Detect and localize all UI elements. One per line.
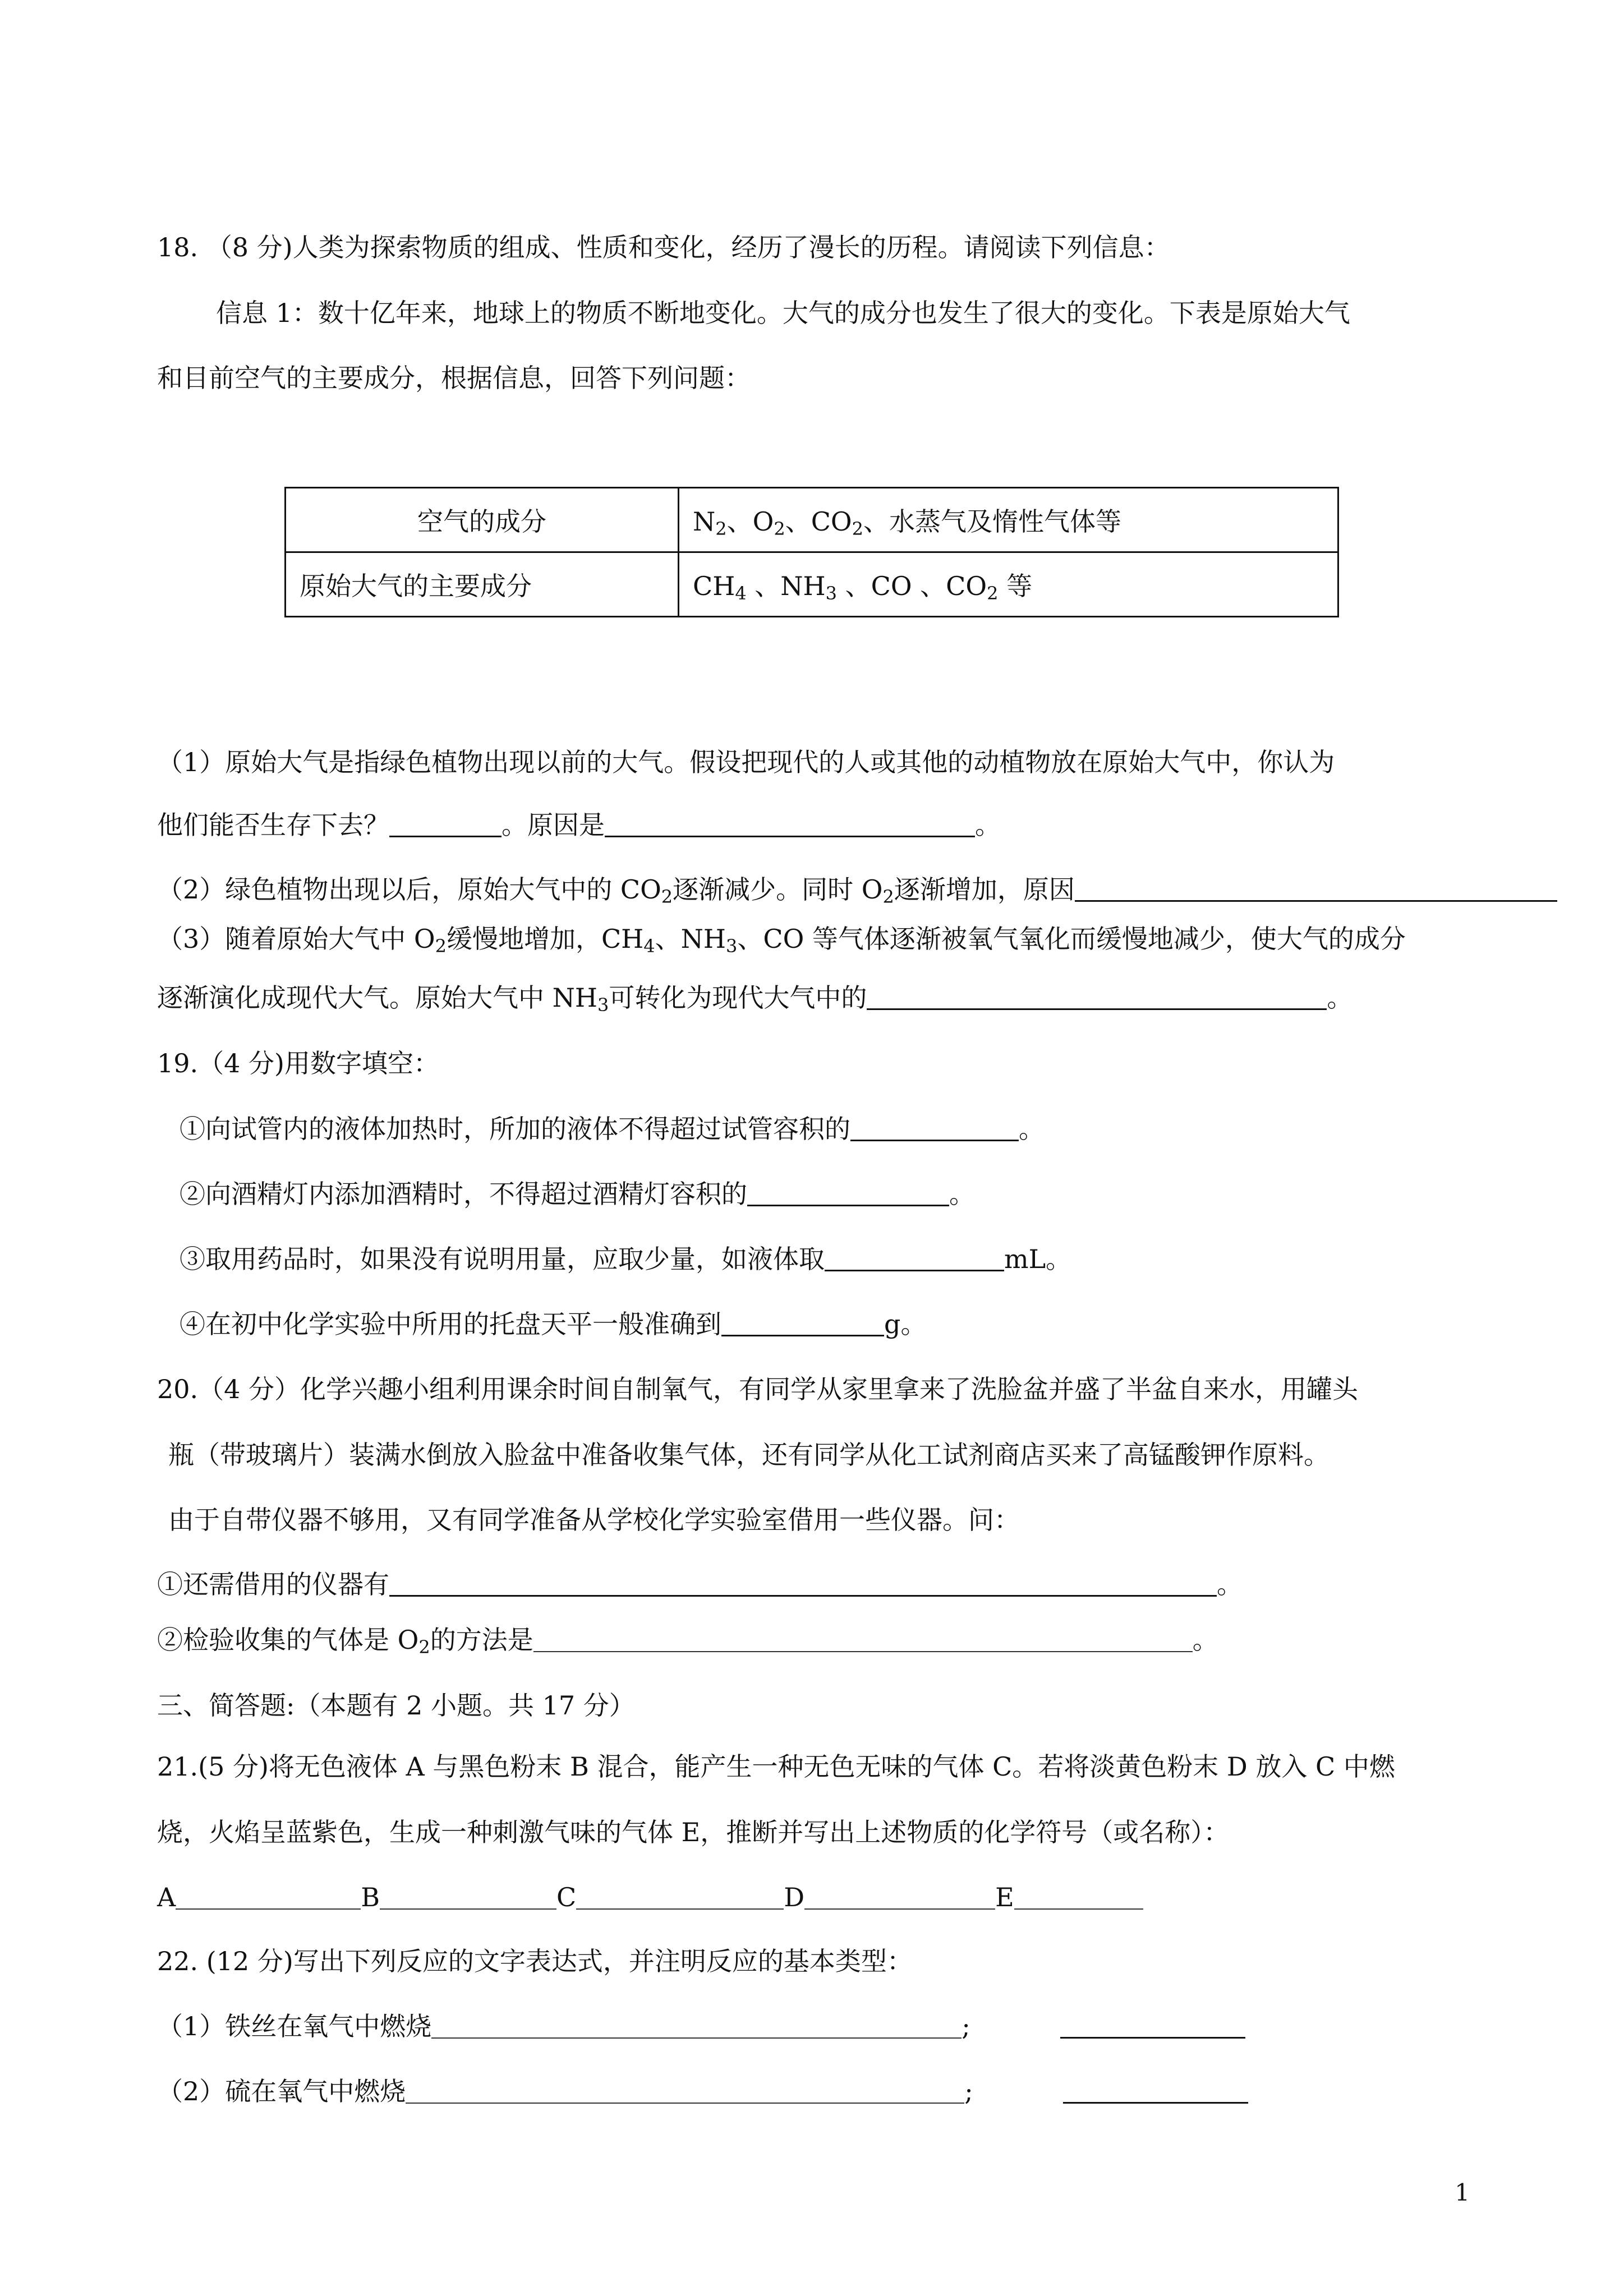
text-span: ④在初中化学实验中所用的托盘天平一般准确到: [180, 1309, 721, 1339]
text-span: （1）铁丝在氧气中燃烧: [157, 2011, 432, 2041]
answer-blank-e[interactable]: [1014, 1882, 1143, 1910]
table-cell-primitive-label: 原始大气的主要成分: [286, 552, 679, 617]
text-span: 的方法是: [430, 1625, 533, 1655]
q19-title: 19.（4 分)用数字填空：: [157, 1048, 439, 1078]
answer-blank[interactable]: [850, 1113, 1019, 1141]
q19-item1: [180, 1112, 1045, 1146]
text-span: ;: [964, 2076, 973, 2106]
q18-p3-line1: （3）随着原始大气中 $O_2$缓慢地增加，$CH_4$、$NH_3$、CO 等气体逐渐被氧气氧化而缓慢地减少，使大气的成分: [157, 924, 1406, 957]
text-span: ②向酒精灯内添加酒精时，不得超过酒精灯容积的: [180, 1179, 747, 1209]
q18-p2: （2）绿色植物出现以后，原始大气中的 $CO_2$逐渐减少。同时 $O_2$逐渐增加，原因: [157, 872, 1557, 907]
text-span: A: [157, 1882, 176, 1912]
q18-p3-line2: 逐渐演化成现代大气。原始大气中 $NH_3$可转化为现代大气中的 。: [157, 983, 1353, 1016]
answer-blank-equation2[interactable]: [406, 2076, 964, 2104]
answer-blank-d[interactable]: [804, 1882, 995, 1910]
q20-line1: 20.（4 分）化学兴趣小组利用课余时间自制氧气，有同学从家里拿来了洗脸盆并盛了半盆自来水，用罐头: [157, 1374, 1359, 1404]
answer-blank-o2-test[interactable]: [533, 1624, 1193, 1652]
table-row: [286, 552, 1338, 617]
table-cell-air-value: $N_2$、$O_2$、$CO_2$、水蒸气及惰性气体等: [679, 488, 1338, 552]
q20-line3: 由于自带仪器不够用，又有同学准备从学校化学实验室借用一些仪器。问：: [168, 1505, 1020, 1535]
q20-line2: 瓶（带玻璃片）装满水倒放入脸盆中准备收集气体，还有同学从化工试剂商店买来了高锰酸钾作原料。: [168, 1440, 1329, 1470]
q18-p1-line2: [157, 808, 1001, 842]
answer-blank[interactable]: [825, 1243, 1004, 1271]
text-span: （2）硫在氧气中燃烧: [157, 2076, 406, 2106]
answer-blank-instruments[interactable]: [389, 1568, 1217, 1597]
answer-blank-equation1[interactable]: [431, 2011, 961, 2039]
q20-answer2: ②检验收集的气体是 $O_2$的方法是 。: [157, 1625, 1218, 1658]
text-span: mL。: [1004, 1244, 1072, 1274]
answer-blank-survive[interactable]: [389, 809, 502, 837]
answer-blank-type2[interactable]: [1063, 2075, 1248, 2104]
text-span: 逐渐演化成现代大气。原始大气中 NH: [157, 983, 597, 1013]
answer-blank-nh3[interactable]: [867, 981, 1327, 1010]
text-span: B: [361, 1882, 380, 1912]
q21-line2: 烧，火焰呈蓝紫色，生成一种刺激气味的气体 E，推断并写出上述物质的化学符号（或名称）：: [157, 1817, 1230, 1847]
page-number: 1: [1455, 2179, 1470, 2206]
answer-blank[interactable]: [747, 1178, 949, 1206]
q18-p1-line1: （1）原始大气是指绿色植物出现以前的大气。假设把现代的人或其他的动植物放在原始大气中，你认为: [157, 747, 1335, 777]
answer-blank-a[interactable]: [176, 1882, 361, 1910]
answer-blank-o2-reason[interactable]: [1075, 873, 1557, 902]
q18-title: 18. （8 分)人类为探索物质的组成、性质和变化，经历了漫长的历程。请阅读下列信息：: [157, 232, 1170, 262]
table-cell-primitive-value: $CH_4$ 、$NH_3$ 、CO 、$CO_2$ 等: [679, 552, 1338, 617]
text-span: ;: [961, 2011, 970, 2041]
answer-blank-reason[interactable]: [605, 809, 975, 837]
text-span: 。原因是: [502, 810, 605, 840]
q18-info1-line1: 信息 1：数十亿年来，地球上的物质不断地变化。大气的成分也发生了很大的变化。下表是原始大气: [216, 298, 1350, 328]
table-cell-air-label: 空气的成分: [286, 488, 679, 552]
text-span: 、CO 等气体逐渐被氧气氧化而缓慢地减少，使大气的成分: [737, 924, 1406, 954]
text-span: ①还需借用的仪器有: [157, 1569, 389, 1599]
text-span: 。: [975, 810, 1001, 840]
q22-title: 22. (12 分)写出下列反应的文字表达式，并注明反应的基本类型：: [157, 1946, 913, 1976]
text-span: 逐渐增加，原因: [894, 874, 1075, 905]
text-span: 他们能否生存下去？: [157, 810, 389, 840]
q18-info1-line2: 和目前空气的主要成分，根据信息，回答下列问题：: [157, 363, 751, 393]
table-row: [286, 488, 1338, 552]
q21-answers: [157, 1880, 1143, 1915]
text-span: C: [556, 1882, 577, 1912]
answer-blank[interactable]: [721, 1308, 884, 1336]
q22-reaction2: [157, 2074, 1248, 2109]
text-span: ②检验收集的气体是 O: [157, 1625, 419, 1655]
atmosphere-table: [284, 487, 1339, 617]
text-span: 。: [1217, 1569, 1243, 1599]
answer-blank-c[interactable]: [576, 1882, 784, 1910]
q22-reaction1: [157, 2009, 1245, 2044]
text-span: ③取用药品时，如果没有说明用量，应取少量，如液体取: [180, 1244, 825, 1274]
text-span: （3）随着原始大气中 O: [157, 924, 435, 954]
text-span: 。: [1019, 1114, 1045, 1144]
text-span: E: [995, 1882, 1014, 1912]
q19-item3: [180, 1242, 1071, 1276]
text-span: 。: [1192, 1625, 1218, 1655]
q20-answer1: [157, 1567, 1243, 1602]
section-heading: 三、简答题:（本题有 2 小题。共 17 分）: [157, 1690, 635, 1721]
text-span: （2）绿色植物出现以后，原始大气中的 CO: [157, 874, 661, 905]
text-span: 、NH: [655, 924, 726, 954]
text-span: D: [784, 1882, 805, 1912]
text-span: 。: [949, 1179, 975, 1209]
text-span: 缓慢地增加，CH: [446, 924, 644, 954]
answer-blank-b[interactable]: [380, 1882, 556, 1910]
q19-item2: [180, 1177, 975, 1211]
q21-line1: 21.(5 分)将无色液体 A 与黑色粉末 B 混合，能产生一种无色无味的气体 C。若将淡黄色粉末 D 放入 C 中燃: [157, 1751, 1395, 1782]
answer-blank-type1[interactable]: [1060, 2010, 1245, 2039]
text-span: ①向试管内的液体加热时，所加的液体不得超过试管容积的: [180, 1114, 850, 1144]
q19-item4: [180, 1307, 926, 1341]
text-span: 逐渐减少。同时 O: [673, 874, 883, 905]
text-span: 可转化为现代大气中的: [609, 983, 867, 1013]
text-span: 。: [1327, 983, 1353, 1013]
text-span: g。: [884, 1309, 927, 1339]
